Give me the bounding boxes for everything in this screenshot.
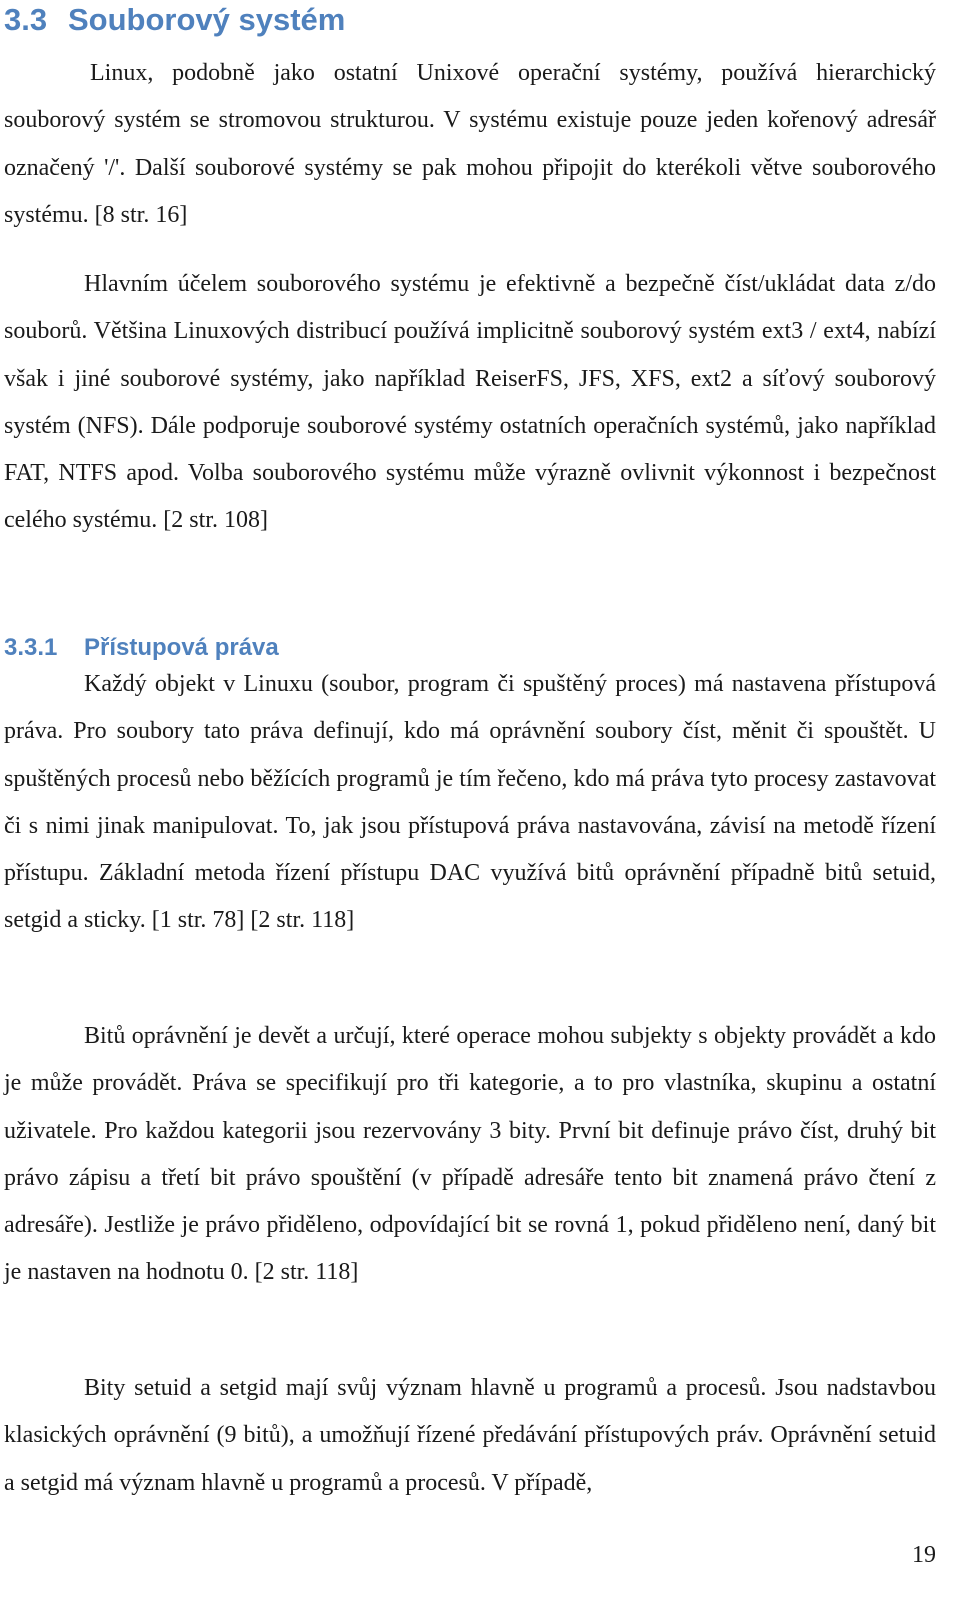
- section-number: 3.3: [4, 2, 48, 37]
- subsection-heading: [4, 631, 279, 665]
- paragraph-permission-bits: Bitů oprávnění je devět a určují, které operace mohou subjekty s objekty provádět a kdo je může provádět. Práva se specifikují pro tři kategorie, a to pro vlastníka, skupinu a ostatní uživatele. Pro každou kategorii jsou rezervovány 3 bity. První bit definuje právo číst, druhý bit právo zápisu a třetí bit právo spouštění (v případě adresáře tento bit znamená právo čtení z adresáře). Jestliže je právo přiděleno, odpovídající bit se rovná 1, pokud přiděleno není, daný bit je nastaven na hodnotu 0. [2 str. 118]: [4, 1023, 936, 1286]
- section-title: Souborový systém: [68, 2, 346, 37]
- paragraph-intro: Linux, podobně jako ostatní Unixové operační systémy, používá hierarchický souborový systém se stromovou strukturou. V systému existuje pouze jeden kořenový adresář označený '/'. Další souborové systémy se pak mohou připojit do kterékoli větve souborového systému. [8 str. 16]: [4, 60, 936, 228]
- subsection-title: Přístupová práva: [84, 634, 279, 661]
- section-heading: [4, 0, 345, 40]
- paragraph-access-rights: Každý objekt v Linuxu (soubor, program či spuštěný proces) má nastavena přístupová práva. Pro soubory tato práva definují, kdo má oprávnění soubory číst, měnit či spouštět. U spuštěných procesů nebo běžících programů je tím řečeno, kdo má práva tyto procesy zastavovat či s nimi jinak manipulovat. To, jak jsou přístupová práva nastavována, závisí na metodě řízení přístupu. Základní metoda řízení přístupu DAC využívá bitů oprávnění případně bitů setuid, setgid a sticky. [1 str. 78] [2 str. 118]: [4, 671, 936, 934]
- paragraph-setuid-setgid: Bity setuid a setgid mají svůj význam hlavně u programů a procesů. Jsou nadstavbou klasických oprávnění (9 bitů), a umožňují řízené předávání přístupových práv. Oprávnění setuid a setgid má význam hlavně u programů a procesů. V případě,: [4, 1375, 936, 1496]
- page-number: 19: [912, 1542, 936, 1568]
- paragraph-purpose: Hlavním účelem souborového systému je efektivně a bezpečně číst/ukládat data z/do souborů. Většina Linuxových distribucí používá implicitně souborový systém ext3 / ext4, nabízí však i jiné souborové systémy, jako například ReiserFS, JFS, XFS, ext2 a síťový souborový systém (NFS). Dále podporuje souborové systémy ostatních operačních systémů, jako například FAT, NTFS apod. Volba souborového systému může výrazně ovlivnit výkonnost i bezpečnost celého systému. [2 str. 108]: [4, 271, 936, 534]
- subsection-number: 3.3.1: [4, 634, 58, 661]
